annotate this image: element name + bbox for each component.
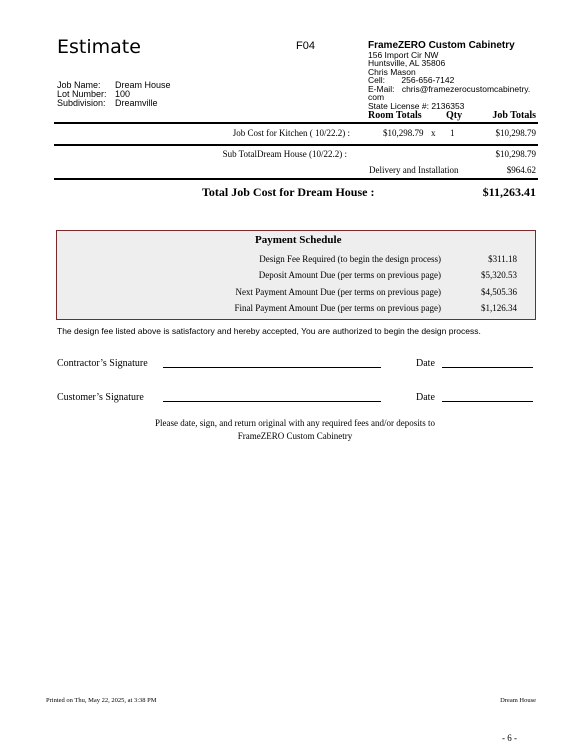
customer-signature-line[interactable] [163,401,381,402]
company-email [368,85,530,94]
total-value: $11,263.41 [482,185,536,199]
customer-signature-label: Customer’s Signature [57,392,144,403]
payment-item-label: Next Payment Amount Due (per terms on previous page) [235,287,441,297]
customer-date-line[interactable] [442,401,533,402]
subdivision-value: Dreamville [115,98,158,108]
room-row-job-total: $10,298.79 [495,128,536,138]
subtotal-label: Sub TotalDream House (10/22.2) : [222,149,347,159]
contractor-signature-line[interactable] [163,367,381,368]
lot-number-value: 100 [115,89,131,99]
delivery-value: $964.62 [506,165,536,175]
form-code: F04 [296,40,315,52]
state-license: State License #: 2136353 [368,101,465,111]
column-header-qty: Qty [446,110,463,121]
payment-item-amount: $1,126.34 [481,303,517,313]
page-number: - 6 - [502,733,517,743]
column-header-job-totals: Job Totals [492,110,536,121]
room-row-qty: 1 [450,128,455,138]
acceptance-statement: The design fee listed above is satisfactory and hereby accepted, You are authorized to begin the design process. [57,326,481,336]
contractor-date-line[interactable] [442,367,533,368]
email-label: E-Mail: [368,84,395,94]
email-value: chris@framezerocustomcabinetry. [401,84,531,94]
payment-item-label: Deposit Amount Due (per terms on previous page) [258,270,441,280]
room-divider [54,144,538,146]
payment-item-amount: $5,320.53 [481,270,517,280]
total-divider [54,178,538,180]
company-address-line1: 156 Import Cir NW [368,50,439,60]
company-name: FrameZERO Custom Cabinetry [368,40,515,51]
contractor-date-label: Date [416,358,435,369]
company-email-continued: com [368,92,385,102]
return-company-name: FrameZERO Custom Cabinetry [237,431,353,441]
return-instructions: Please date, sign, and return original with any required fees and/or deposits to [155,418,435,428]
contractor-signature-label: Contractor’s Signature [57,358,148,369]
lot-number-label: Lot Number: [57,89,107,99]
room-row-multiplier: x [431,128,436,138]
subtotal-value: $10,298.79 [495,149,536,159]
printed-on-timestamp: Printed on Thu, May 22, 2025, at 3:38 PM [46,697,157,704]
company-address-line2: Huntsville, AL 35806 [368,58,446,68]
job-name-value: Dream House [115,80,171,90]
cell-label: Cell: [368,75,386,85]
payment-item-label: Final Payment Amount Due (per terms on previous page) [234,303,441,313]
subdivision-label: Subdivision: [57,98,106,108]
room-row-room-total: $10,298.79 [383,128,424,138]
job-name-label: Job Name: [57,80,101,90]
payment-item-amount: $4,505.36 [481,287,517,297]
customer-date-label: Date [416,392,435,403]
payment-item-label: Design Fee Required (to begin the design process) [259,254,441,264]
room-row-label: Job Cost for Kitchen ( 10/22.2) : [232,128,350,138]
payment-item-amount: $311.18 [488,254,517,264]
delivery-label: Delivery and Installation [369,165,459,175]
column-header-room-totals: Room Totals [368,110,422,121]
payment-schedule-title: Payment Schedule [255,234,342,246]
header-divider [54,122,538,124]
company-contact: Chris Mason [368,67,416,77]
document-title: Estimate [57,36,141,58]
total-label: Total Job Cost for Dream House : [202,185,375,199]
footer-job-name: Dream House [500,697,536,704]
cell-number: 256-656-7142 [401,75,455,85]
